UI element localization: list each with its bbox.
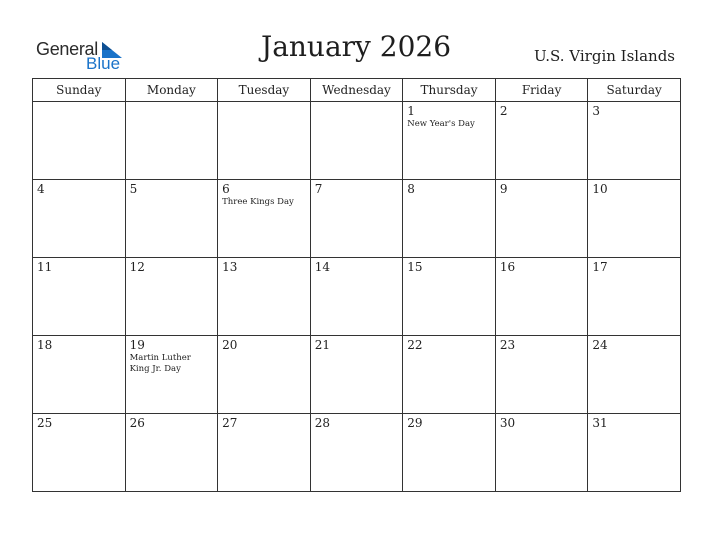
day-number: 5 — [129, 182, 138, 196]
day-number: 16 — [499, 260, 516, 274]
day-cell — [125, 180, 218, 258]
day-number: 29 — [407, 416, 423, 430]
day-cell — [495, 336, 588, 414]
day-cell — [310, 414, 403, 492]
day-number: 1 — [407, 104, 415, 118]
weekday-header: Sunday — [33, 79, 126, 102]
weekday-header-row — [33, 79, 681, 102]
week-row — [33, 414, 681, 492]
day-cell — [403, 336, 496, 414]
day-cell — [588, 258, 681, 336]
holiday-label: Three Kings Day — [222, 197, 294, 207]
day-number: 10 — [592, 182, 608, 196]
week-row — [33, 336, 681, 414]
day-cell — [33, 336, 126, 414]
day-number: 20 — [222, 338, 238, 352]
day-cell — [310, 180, 403, 258]
day-cell — [588, 102, 681, 180]
calendar-grid — [32, 78, 681, 492]
weekday-header: Friday — [495, 79, 588, 102]
day-cell — [218, 336, 311, 414]
holiday-label: New Year's Day — [407, 119, 475, 129]
holiday-label: Martin Luther King Jr. Day — [129, 353, 191, 374]
day-number: 9 — [499, 182, 508, 196]
day-number: 15 — [407, 260, 423, 274]
day-cell — [218, 258, 311, 336]
day-cell — [218, 102, 311, 180]
day-number: 25 — [37, 416, 53, 430]
day-cell — [403, 258, 496, 336]
day-number: 7 — [314, 182, 323, 196]
day-number: 4 — [37, 182, 45, 196]
day-cell — [33, 414, 126, 492]
day-cell — [495, 414, 588, 492]
page-title: January 2026 — [260, 30, 452, 63]
week-row — [33, 102, 681, 180]
day-number: 27 — [222, 416, 238, 430]
day-cell — [33, 102, 126, 180]
day-cell — [125, 414, 218, 492]
day-number: 28 — [314, 416, 330, 430]
day-number: 24 — [592, 338, 608, 352]
weekday-header: Tuesday — [218, 79, 311, 102]
day-cell — [495, 180, 588, 258]
weekday-header: Thursday — [403, 79, 496, 102]
day-cell — [495, 102, 588, 180]
day-cell — [125, 336, 218, 414]
day-cell — [310, 258, 403, 336]
day-cell — [218, 180, 311, 258]
weekday-header: Monday — [125, 79, 218, 102]
day-number: 19 — [129, 338, 145, 352]
day-number: 23 — [499, 338, 516, 352]
day-cell — [588, 336, 681, 414]
day-number: 18 — [37, 338, 53, 352]
logo-word-blue: Blue — [86, 54, 121, 73]
day-number: 12 — [129, 260, 145, 274]
weekday-header: Wednesday — [310, 79, 403, 102]
day-number: 31 — [592, 416, 608, 430]
day-number: 22 — [407, 338, 423, 352]
logo-word-general: General — [36, 39, 98, 59]
day-cell — [33, 180, 126, 258]
day-cell — [125, 102, 218, 180]
week-row — [33, 180, 681, 258]
day-cell — [588, 180, 681, 258]
day-number: 26 — [129, 416, 145, 430]
day-cell — [588, 414, 681, 492]
day-cell — [310, 102, 403, 180]
day-cell — [495, 258, 588, 336]
day-cell — [403, 180, 496, 258]
day-cell — [33, 258, 126, 336]
day-number: 14 — [314, 260, 330, 274]
country-label: U.S. Virgin Islands — [534, 47, 675, 65]
day-cell — [310, 336, 403, 414]
day-cell — [218, 414, 311, 492]
day-number: 17 — [592, 260, 608, 274]
week-row — [33, 258, 681, 336]
day-number: 2 — [499, 104, 508, 118]
day-number: 8 — [407, 182, 415, 196]
day-number: 30 — [499, 416, 516, 430]
day-number: 6 — [222, 182, 230, 196]
day-cell — [125, 258, 218, 336]
day-cell — [403, 102, 496, 180]
day-number: 21 — [314, 338, 330, 352]
day-number: 13 — [222, 260, 238, 274]
day-number: 3 — [592, 104, 601, 118]
weekday-header: Saturday — [588, 79, 681, 102]
day-number: 11 — [37, 260, 53, 274]
day-cell — [403, 414, 496, 492]
